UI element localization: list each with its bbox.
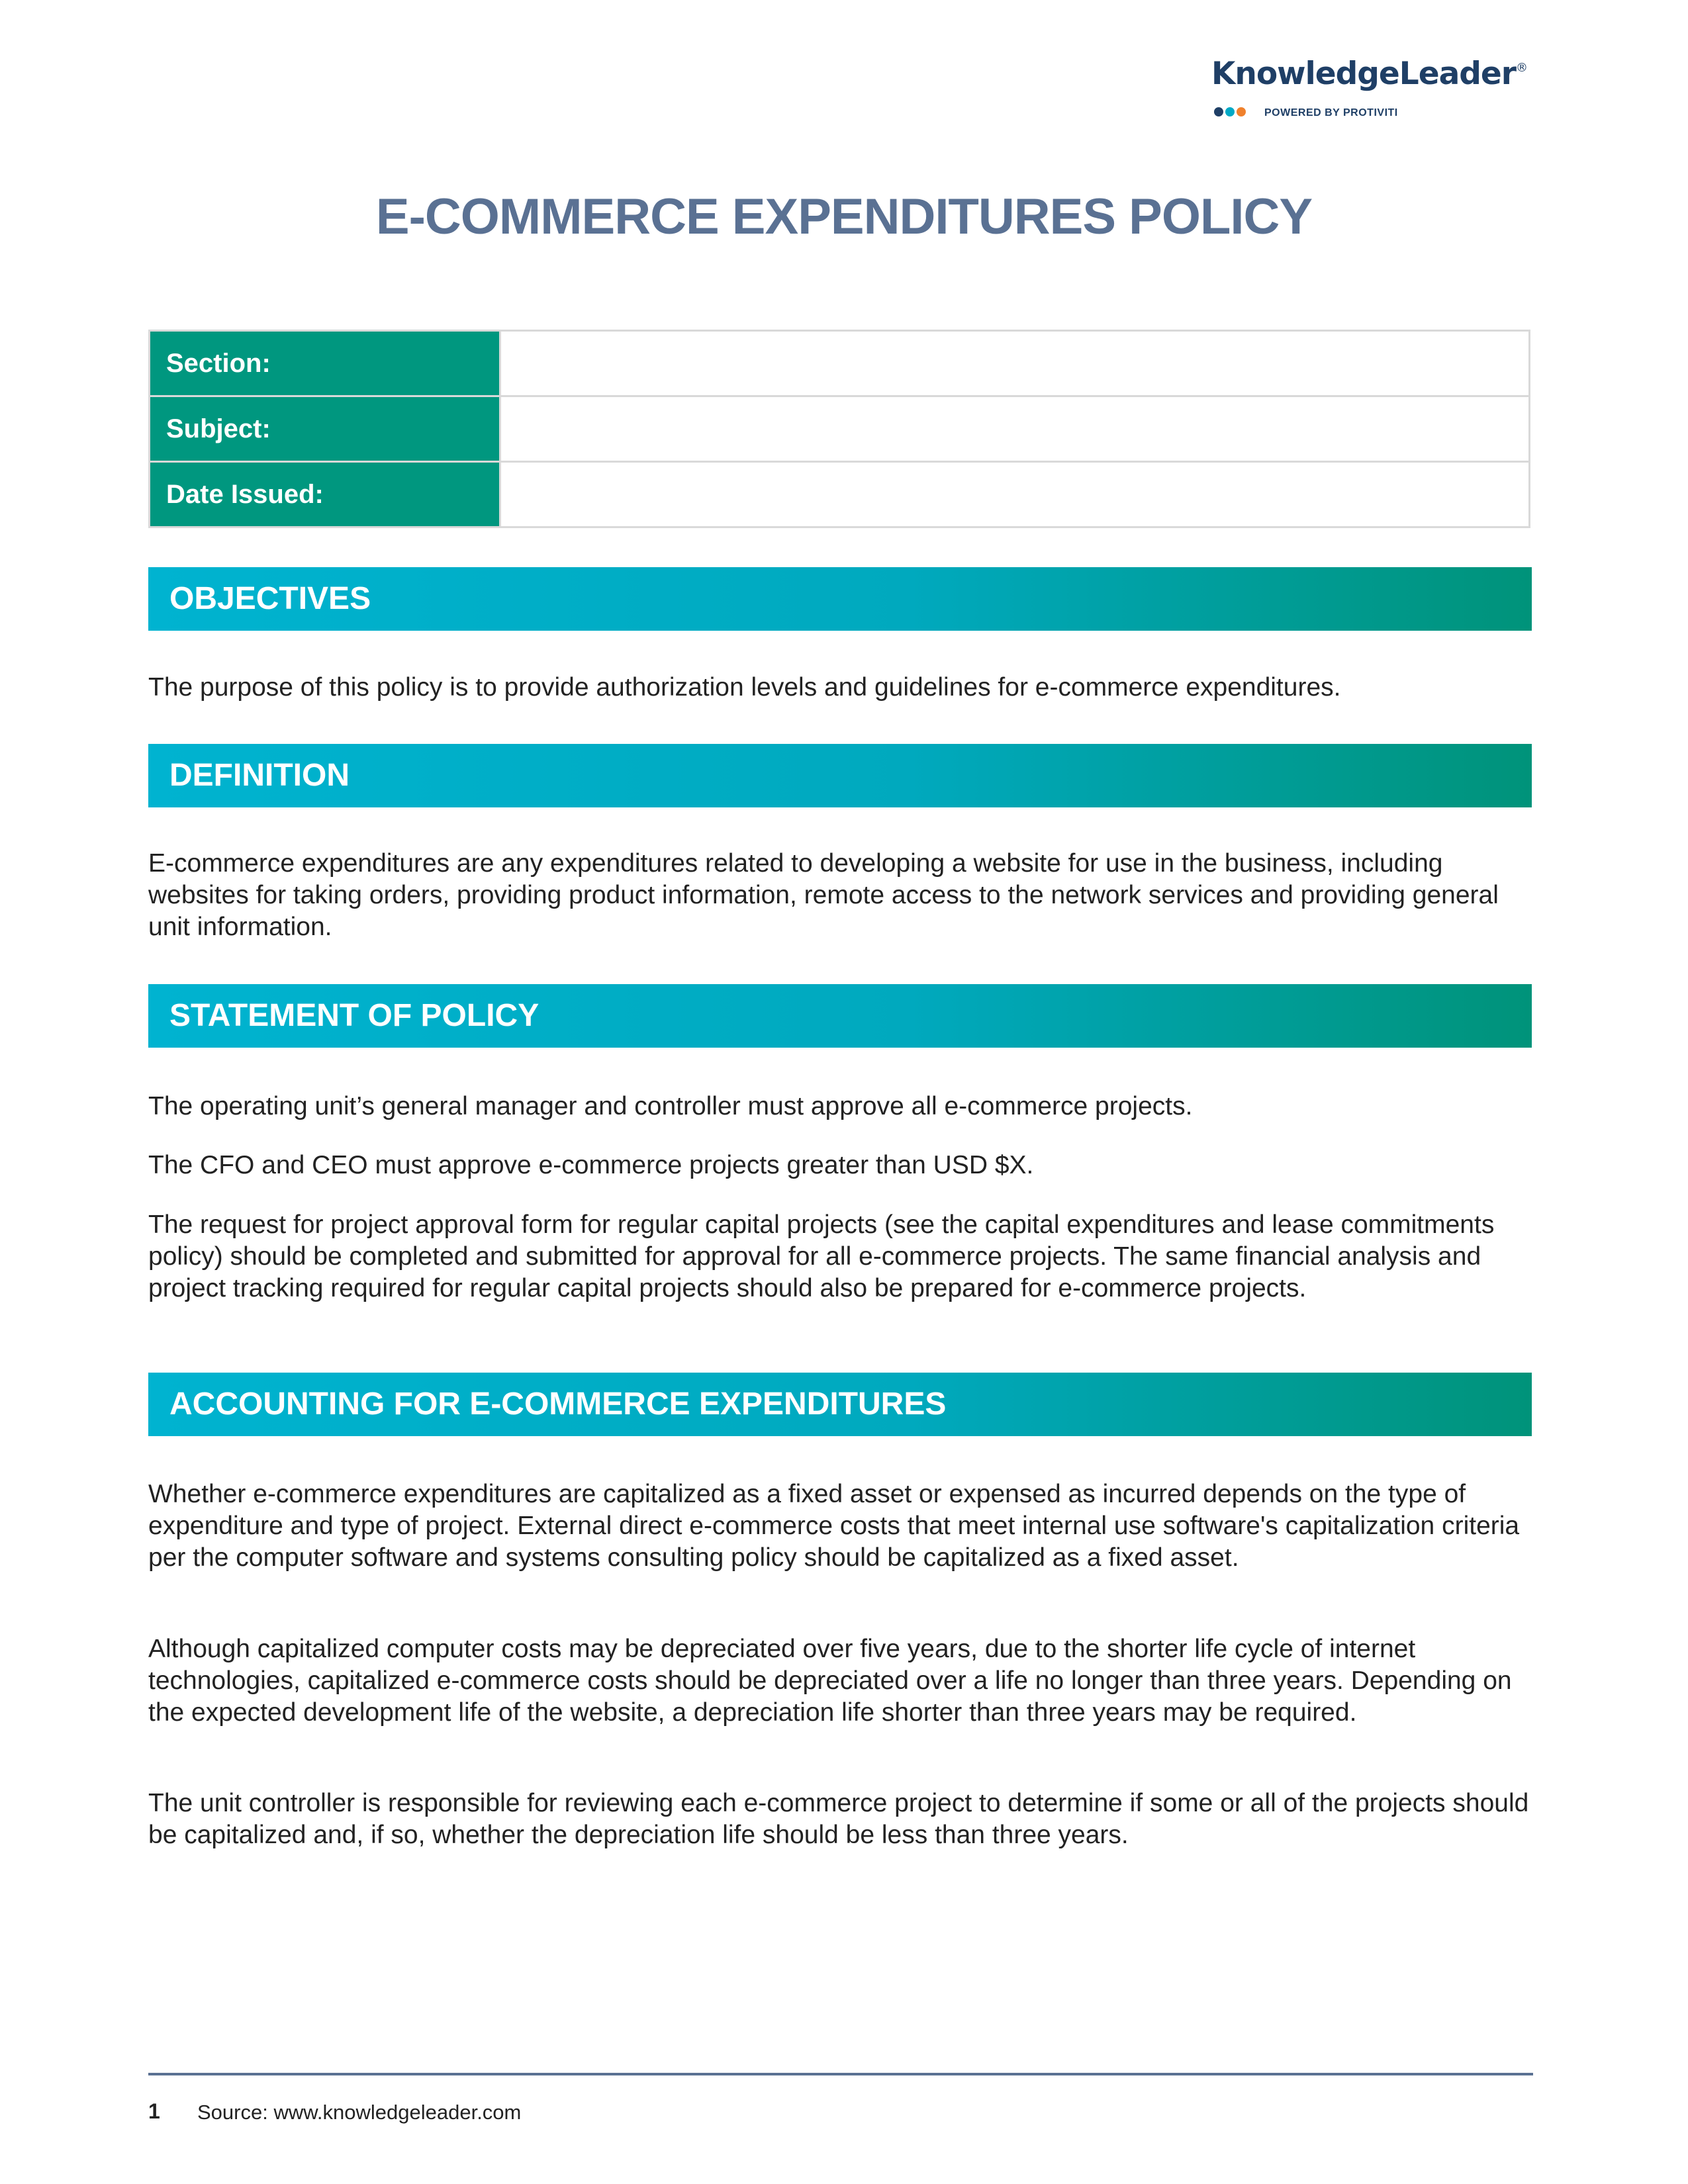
accounting-paragraph-1: Whether e-commerce expenditures are capitalized as a fixed asset or expensed as incurred depends on the type of expenditure and type of project. External direct e-commerce costs that meet internal use software's capitalization criteria per the computer software and systems consulting policy should be capitalized as a fixed asset. bbox=[148, 1480, 1520, 1572]
logo-name: KnowledgeLeader bbox=[1211, 56, 1516, 92]
statement-paragraph-1: The operating unit’s general manager and controller must approve all e-commerce projects. bbox=[148, 1092, 1193, 1120]
section-value bbox=[500, 331, 1530, 396]
section-label: Section: bbox=[150, 331, 500, 396]
accounting-paragraph-2: Although capitalized computer costs may be depreciated over five years, due to the shorter life cycle of internet technologies, capitalized e-commerce costs should be depreciated over a life no longer than three years. Depending on the expected development life of the website, a depreciation life shorter than three years may be required. bbox=[148, 1635, 1512, 1727]
table-row bbox=[150, 331, 1530, 396]
objectives-heading: OBJECTIVES bbox=[148, 567, 1532, 631]
footer-source: Source: www.knowledgeleader.com bbox=[197, 2101, 522, 2124]
date-issued-label: Date Issued: bbox=[150, 462, 500, 527]
statement-of-policy-heading: STATEMENT OF POLICY bbox=[148, 984, 1532, 1048]
logo-wordmark bbox=[1211, 56, 1527, 92]
definition-paragraph: E-commerce expenditures are any expenditures related to developing a website for use in the business, including websites for taking orders, providing product information, remote access to the network services and providing general unit information. bbox=[148, 849, 1499, 941]
logo-dot-navy bbox=[1214, 107, 1223, 116]
statement-paragraph-3: The request for project approval form for regular capital projects (see the capital expenditures and lease commitments policy) should be completed and submitted for approval for all e-commerce projects. The same financial analysis and project tracking required for regular capital projects should also be prepared for e-commerce projects. bbox=[148, 1210, 1495, 1302]
footer-divider bbox=[148, 2073, 1533, 2075]
accounting-heading: ACCOUNTING FOR E-COMMERCE EXPENDITURES bbox=[148, 1373, 1532, 1436]
table-row bbox=[150, 462, 1530, 527]
document-title: E-COMMERCE EXPENDITURES POLICY bbox=[375, 189, 1313, 245]
page-number: 1 bbox=[148, 2099, 160, 2123]
subject-value bbox=[500, 396, 1530, 462]
knowledgeleader-logo bbox=[1211, 56, 1542, 128]
accounting-paragraph-3: The unit controller is responsible for reviewing each e-commerce project to determine if some or all of the projects should be capitalized and, if so, whether the depreciation life should be less than three years. bbox=[148, 1789, 1529, 1849]
definition-heading: DEFINITION bbox=[148, 744, 1532, 807]
statement-paragraph-2: The CFO and CEO must approve e-commerce projects greater than USD $X. bbox=[148, 1151, 1034, 1179]
table-row bbox=[150, 396, 1530, 462]
logo-tagline: POWERED BY PROTIVITI bbox=[1264, 107, 1398, 118]
date-issued-value bbox=[500, 462, 1530, 527]
subject-label: Subject: bbox=[150, 396, 500, 462]
registered-mark: ® bbox=[1515, 61, 1527, 75]
logo-dot-orange bbox=[1237, 107, 1246, 116]
objectives-paragraph: The purpose of this policy is to provide authorization levels and guidelines for e-commerce expenditures. bbox=[148, 673, 1341, 702]
logo-dot-teal bbox=[1225, 107, 1235, 116]
policy-info-table bbox=[148, 330, 1530, 528]
logo-dots-icon bbox=[1214, 107, 1248, 120]
